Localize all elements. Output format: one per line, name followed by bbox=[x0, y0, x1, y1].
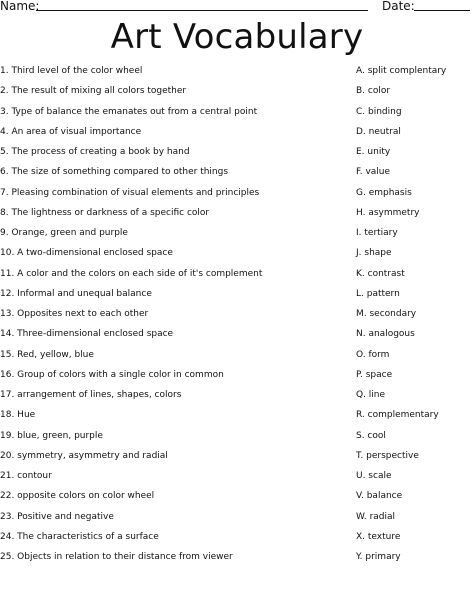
vocabulary-row bbox=[0, 243, 474, 263]
vocabulary-row bbox=[0, 183, 474, 203]
answer-option: N. analogous bbox=[356, 329, 415, 340]
vocabulary-row bbox=[0, 405, 474, 425]
clue-text: 9. Orange, green and purple bbox=[0, 228, 128, 238]
vocabulary-row bbox=[0, 61, 474, 81]
answer-option: J. shape bbox=[356, 248, 392, 259]
clue-text: 6. The size of something compared to other things bbox=[0, 167, 229, 178]
answer-option: F. value bbox=[356, 167, 391, 178]
page-title: Art Vocabulary bbox=[110, 17, 364, 57]
vocabulary-row bbox=[0, 264, 474, 284]
clue-text: 8. The lightness or darkness of a specific color bbox=[0, 207, 210, 218]
clue-text: 24. The characteristics of a surface bbox=[0, 531, 159, 542]
clue-text: 4. An area of visual importance bbox=[0, 126, 142, 137]
answer-option: W. radial bbox=[356, 511, 396, 522]
answer-option: P. space bbox=[356, 369, 393, 380]
answer-option: B. color bbox=[356, 86, 391, 97]
clue-text: 23. Positive and negative bbox=[0, 511, 114, 522]
clue-text: 18. Hue bbox=[0, 410, 36, 421]
vocabulary-row bbox=[0, 203, 474, 223]
clue-text: 21. contour bbox=[0, 471, 52, 481]
vocabulary-row bbox=[0, 284, 474, 304]
answer-option: T. perspective bbox=[356, 450, 419, 461]
clue-text: 20. symmetry, asymmetry and radial bbox=[0, 450, 168, 461]
answer-option: E. unity bbox=[356, 147, 391, 157]
clue-text: 1. Third level of the color wheel bbox=[0, 66, 143, 76]
answer-option: M. secondary bbox=[356, 309, 417, 319]
clue-text: 13. Opposites next to each other bbox=[0, 309, 149, 319]
clue-text: 25. Objects in relation to their distance from viewer bbox=[0, 552, 233, 562]
clue-text: 2. The result of mixing all colors together bbox=[0, 86, 187, 97]
answer-option: A. split complentary bbox=[356, 66, 447, 76]
clue-text: 16. Group of colors with a single color in common bbox=[0, 369, 224, 380]
answer-option: X. texture bbox=[356, 531, 401, 542]
answer-option: G. emphasis bbox=[356, 187, 412, 198]
answer-option: Y. primary bbox=[356, 552, 401, 562]
clue-text: 17. arrangement of lines, shapes, colors bbox=[0, 390, 182, 400]
name-label: Name: bbox=[0, 0, 40, 13]
vocabulary-row bbox=[0, 547, 474, 567]
answer-option: V. balance bbox=[356, 491, 403, 502]
vocabulary-row bbox=[0, 385, 474, 405]
date-label: Date: bbox=[382, 0, 415, 13]
answer-option: U. scale bbox=[356, 471, 392, 481]
vocabulary-row bbox=[0, 122, 474, 142]
vocabulary-row bbox=[0, 223, 474, 243]
answer-option: O. form bbox=[356, 349, 390, 360]
clue-text: 10. A two-dimensional enclosed space bbox=[0, 248, 173, 259]
answer-option: Q. line bbox=[356, 390, 386, 400]
vocabulary-row bbox=[0, 486, 474, 506]
answer-option: D. neutral bbox=[356, 126, 401, 137]
clue-text: 5. The process of creating a book by hand bbox=[0, 147, 190, 157]
vocabulary-row bbox=[0, 304, 474, 324]
clue-text: 19. blue, green, purple bbox=[0, 430, 103, 441]
vocabulary-row bbox=[0, 446, 474, 466]
clue-text: 12. Informal and unequal balance bbox=[0, 288, 152, 299]
vocabulary-row bbox=[0, 162, 474, 182]
vocabulary-row bbox=[0, 507, 474, 527]
vocabulary-row bbox=[0, 426, 474, 446]
vocabulary-row bbox=[0, 81, 474, 101]
answer-option: C. binding bbox=[356, 106, 402, 117]
clue-text: 14. Three-dimensional enclosed space bbox=[0, 329, 174, 340]
date-blank-line[interactable] bbox=[414, 10, 470, 11]
vocabulary-row bbox=[0, 527, 474, 547]
answer-option: H. asymmetry bbox=[356, 207, 420, 218]
answer-option: R. complementary bbox=[356, 410, 439, 421]
vocabulary-row bbox=[0, 365, 474, 385]
clue-text: 11. A color and the colors on each side of it's complement bbox=[0, 268, 263, 279]
vocabulary-row bbox=[0, 345, 474, 365]
clue-text: 15. Red, yellow, blue bbox=[0, 349, 94, 360]
answer-option: I. tertiary bbox=[356, 228, 398, 238]
clue-text: 3. Type of balance the emanates out from a central point bbox=[0, 106, 258, 117]
vocabulary-row bbox=[0, 324, 474, 344]
clue-text: 22. opposite colors on color wheel bbox=[0, 491, 155, 502]
answer-option: K. contrast bbox=[356, 268, 405, 279]
vocabulary-row bbox=[0, 142, 474, 162]
worksheet-header bbox=[0, 0, 474, 14]
vocabulary-row bbox=[0, 102, 474, 122]
clue-text: 7. Pleasing combination of visual elements and principles bbox=[0, 187, 260, 198]
vocabulary-list bbox=[0, 61, 474, 567]
answer-option: S. cool bbox=[356, 430, 386, 441]
answer-option: L. pattern bbox=[356, 288, 400, 299]
vocabulary-row bbox=[0, 466, 474, 486]
name-blank-line[interactable] bbox=[36, 10, 368, 11]
